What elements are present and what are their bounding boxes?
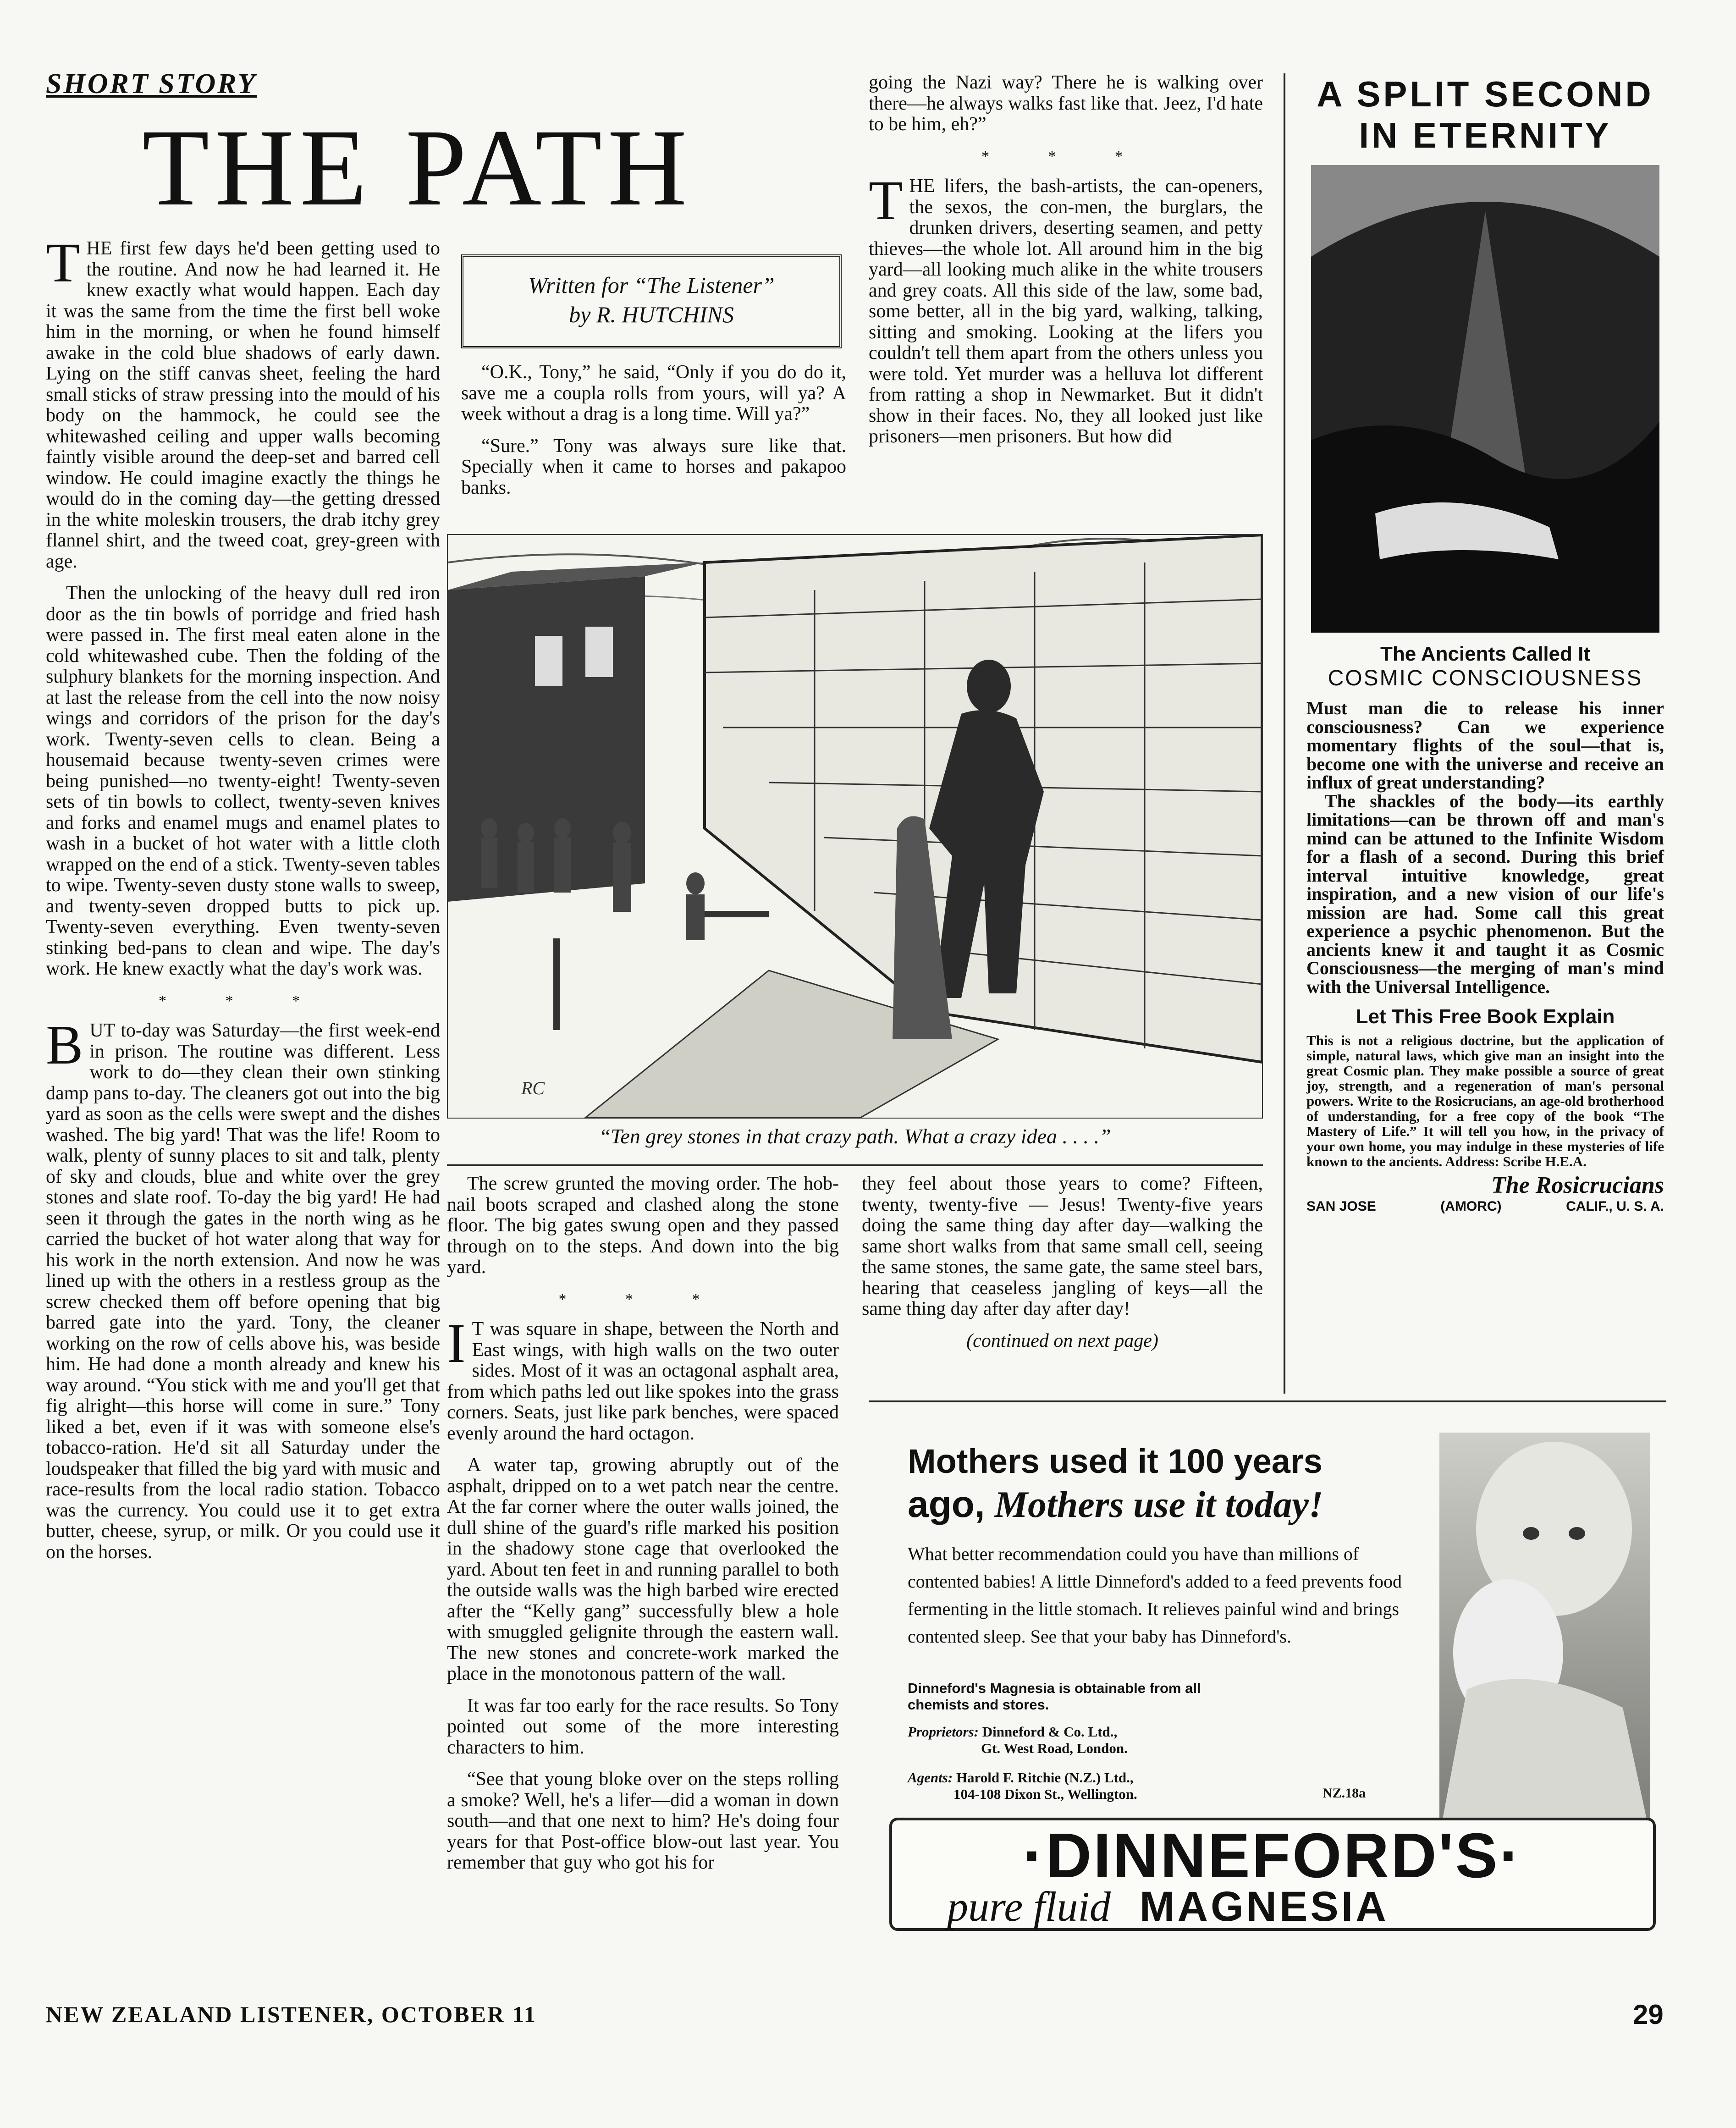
ad-proprietors: Proprietors: Dinneford & Co. Ltd., Gt. West Road, London.	[908, 1724, 1128, 1756]
story-paragraph: “Sure.” Tony was always sure like that. Specially when it came to horses and pakapoo banks.	[461, 435, 846, 498]
ad-body: The shackles of the body—its earthly limitations—can be thrown off and man's mind can be attuned to the Infinite Wisdom for a flash of a second. During this brief interval intuitive knowledge, great inspiration, and a new vision of our life's mission are had. Some call this great experience a psychic phenomenon. But the ancients knew it and taught it as Cosmic Consciousness—the merging of man's mind with the Universal Intelligence.	[1306, 790, 1664, 997]
svg-text:RC: RC	[521, 1078, 545, 1098]
story-paragraph: The screw grunted the moving order. The hob-nail boots scraped and clashed along the stone floor. The big gates swung open and they passed through on to the steps. And down into the big yard.	[447, 1173, 839, 1278]
divider	[1284, 73, 1285, 1394]
story-paragraph: I T was square in shape, between the North and East wings, with high walls on the two outer sides. Most of it was an octagonal asphalt area, from which paths led out like spokes into the grass corners. Seats, just like park benches, were spaced evenly around the hard octagon.	[447, 1312, 839, 1444]
ad-headline: A SPLIT SECOND	[1317, 74, 1654, 114]
drop-cap: T	[869, 170, 903, 232]
brand-box	[889, 1818, 1656, 1931]
ad-cta: Let This Free Book Explain	[1356, 1005, 1615, 1028]
cosmic-illustration	[1311, 165, 1659, 633]
continued-note: (continued on next page)	[966, 1330, 1158, 1351]
ad-subhead: The Ancients Called It	[1380, 643, 1590, 665]
story-column-1	[46, 232, 440, 1574]
divider	[447, 1164, 1263, 1166]
ad-location: SAN JOSE (AMORC) CALIF., U. S. A.	[1306, 1199, 1664, 1214]
illustration-caption: “Ten grey stones in that crazy path. What a crazy idea . . . .”	[599, 1125, 1111, 1148]
baby-photo	[1439, 1433, 1650, 1836]
section-break: * * *	[981, 148, 1150, 165]
ad-agents: Agents: Harold F. Ritchie (N.Z.) Ltd., 104-108 Dixon St., Wellington.	[908, 1770, 1137, 1802]
section-kicker: SHORT STORY	[46, 68, 257, 99]
story-paragraph: THE lifers, the bash-artists, the can-openers, the sexos, the con-men, the burglars, the drunken drivers, deserting seamen, and petty thieves—the whole lot. All around him in the big yard—all looking much alike in the white trousers and grey coats. All this side of the law, some bad, some better, all in the big yard, walking, talking, sitting and smoking. Looking at the lifers you couldn't tell them apart from the others unless you were told. Yet murder was a helluva lot different from ratting a shop in Newmarket. But it didn't show in their faces. No, they all looked just like prisoners—men prisoners. But how did	[869, 170, 1263, 447]
story-paragraph: “See that young bloke over on the steps rolling a smoke? Well, he's a lifer—did a woman in down south—and that one next to him? He's doing four years for that Post-office blow-out last year. You remember that guy who got his for	[447, 1769, 839, 1873]
ad-headline: IN ETERNITY	[1359, 115, 1612, 155]
story-column-2-top	[461, 362, 846, 509]
story-title: THE PATH	[142, 106, 693, 228]
ad-code: NZ.18a	[1323, 1786, 1366, 1801]
story-paragraph: A water tap, growing abruptly out of the asphalt, dripped on to a wet patch near the centre. At the far corner where the outer walls joined, the dull shine of the guard's rifle marked his position in the shadowy stone cage that overlooked the yard. About ten feet in and running parallel to both the outside walls was the high barbed wire erected after the “Kelly gang” successfully blew a hole with smuggled gelignite through the eastern wall. The new stones and concrete-work marked the place in the monotonous pattern of the wall.	[447, 1455, 839, 1684]
drop-cap: B	[46, 1014, 83, 1076]
divider	[869, 1400, 1666, 1402]
byline-box	[461, 254, 842, 348]
byline-author: by R. HUTCHINS	[569, 302, 734, 327]
ad-headline: ago, Mothers use it today!	[908, 1483, 1323, 1525]
drop-cap: I	[447, 1312, 466, 1374]
section-break: * * *	[558, 1290, 727, 1308]
page-number: 29	[1633, 1999, 1664, 2030]
byline-line1: Written for “The Listener”	[528, 272, 775, 298]
story-column-3-bottom	[862, 1174, 1263, 1362]
page-footer: NEW ZEALAND LISTENER, OCTOBER 11	[46, 2001, 537, 2027]
story-paragraph: “O.K., Tony,” he said, “Only if you do do it, save me a coupla rolls from yours, will ya? A week without a drag is a long time. Will ya?”	[461, 362, 846, 424]
rosicrucian-ad	[1306, 73, 1664, 1384]
ad-note: Dinneford's Magnesia is obtainable from all chemists and stores.	[908, 1680, 1201, 1713]
story-column-3-top	[869, 72, 1263, 458]
ad-body: Must man die to release his inner consciousness? Can we experience momentary flights of the soul—that is, become one with the universe and receive an influx of great understanding?	[1306, 698, 1664, 793]
brand-name: ·DINNEFORD'S·	[1023, 1820, 1522, 1891]
story-paragraph: BUT to-day was Saturday—the first week-end in prison. The routine was different. Less work to do—they clean their own stinking damp pans to-day. The cleaners got out into the big yard as soon as the cells were swept and the dishes washed. The big yard! That was the life! Room to walk, plenty of sunny places to sit and talk, plenty of sky and clouds, blue and white over the grey stones and slate roof. To-day the big yard! He had seen it through the gates in the north wing as he carried the bucket of hot water along that way for his work in the north extension. And now he was lined up with the others in a restless group as the screw checked them off before opening that big barred gate into the yard. Tony, the cleaner working on the row of cells above his, was beside him. He had done a month already and knew his way around. “You stick with me and you'll get that fig alright—this horse will come in sure.” Tony liked a bet, even if it was with someone else's tobacco-ration. He'd sit all Saturday under the loudspeaker that filled the big yard with music and race-results from the local radio station. Tobacco was the currency. You could use it to get extra butter, cheese, syrup, or milk. Or you could use it on the horses.	[46, 1014, 440, 1563]
drop-cap: T	[46, 232, 80, 294]
story-paragraph: Then the unlocking of the heavy dull red iron door as the tin bowls of porridge and fried hash were passed in. The first meal eaten alone in the cold whitewashed cube. Then the folding of the sulphury blankets for the morning inspection. And at last the release from the cell into the now noisy wings and corridors of the prison for the day's work. Twenty-seven cells to clean. Being a housemaid because twenty-seven crimes were being punished—no twenty-eight! Twenty-seven sets of tin bowls to collect, twenty-seven knives and forks and enamel mugs and enamel plates to wash in a bucket of hot water with a little cloth wrapped on the end of a stick. Twenty-seven tables to wipe. Twenty-seven dusty stone walls to sweep, and twenty-seven dropped butts to pick up. Twenty-seven everything. Even twenty-seven stinking bed-pans to clean and wipe. The day's work. He knew exactly what the day's work was.	[46, 583, 440, 979]
prison-yard-illustration	[447, 534, 1263, 1119]
story-paragraph: they feel about those years to come? Fifteen, twenty, twenty-five — Jesus! Twenty-five years doing the same thing day after day—walking the same short walks from that same small cell, seeing the same stones, the same gate, the same steel bars, hearing that ceaseless jangling of keys—all the same thing day after day after day!	[862, 1173, 1263, 1319]
story-column-2-bottom	[447, 1174, 839, 1885]
story-paragraph: THE first few days he'd been getting used to the routine. And now he had learned it. He knew exactly what would happen. Each day it was the same from the time the first bell woke him in the morning, or when he found himself awake in the cold blue shadows of early dawn. Lying on the stiff canvas sheet, feeling the hard small sticks of straw pressing into the mould of his body on the hammock, he could see the whitewashed ceiling and upper walls becoming faintly visible around the deep-set and barred cell window. He could imagine exactly the things he would do in the coming day—the getting dressed in the white moleskin trousers, the drab itchy grey flannel shirt, and the tweed coat, grey-green with age.	[46, 232, 440, 572]
ad-subhead: COSMIC CONSCIOUSNESS	[1328, 666, 1643, 690]
ad-headline: Mothers used it 100 years	[908, 1442, 1323, 1480]
dinneford-ad	[880, 1419, 1659, 1928]
story-paragraph: going the Nazi way? There he is walking over there—he always walks fast like that. Jeez, I'd hate to be him, eh?”	[869, 72, 1263, 135]
brand-tagline: pure fluid MAGNESIA	[947, 1883, 1389, 1930]
story-paragraph: It was far too early for the race results. So Tony pointed out some of the more interesting characters to him.	[447, 1695, 839, 1758]
ad-small-print: This is not a religious doctrine, but the application of simple, natural laws, which give man an insight into the great Cosmic plan. They make possible a source of great joy, strength, and a regeneration of man's personal powers. Write to the Rosicrucians, an age-old brotherhood of understanding, for a free copy of the book “The Mastery of Life.” It will tell you how, in the privacy of your own home, you may indulge in these mysteries of life known to the ancients. Address: Scribe H.E.A.	[1306, 1032, 1664, 1169]
section-break: * * *	[159, 992, 327, 1009]
ad-body: What better recommendation could you have than millions of contented babies! A little Dinneford's added to a feed prevents food fermenting in the little stomach. It relieves painful wind and brings contented sleep. See that your baby has Dinneford's.	[908, 1544, 1402, 1647]
ad-brand: The Rosicrucians	[1491, 1172, 1664, 1198]
